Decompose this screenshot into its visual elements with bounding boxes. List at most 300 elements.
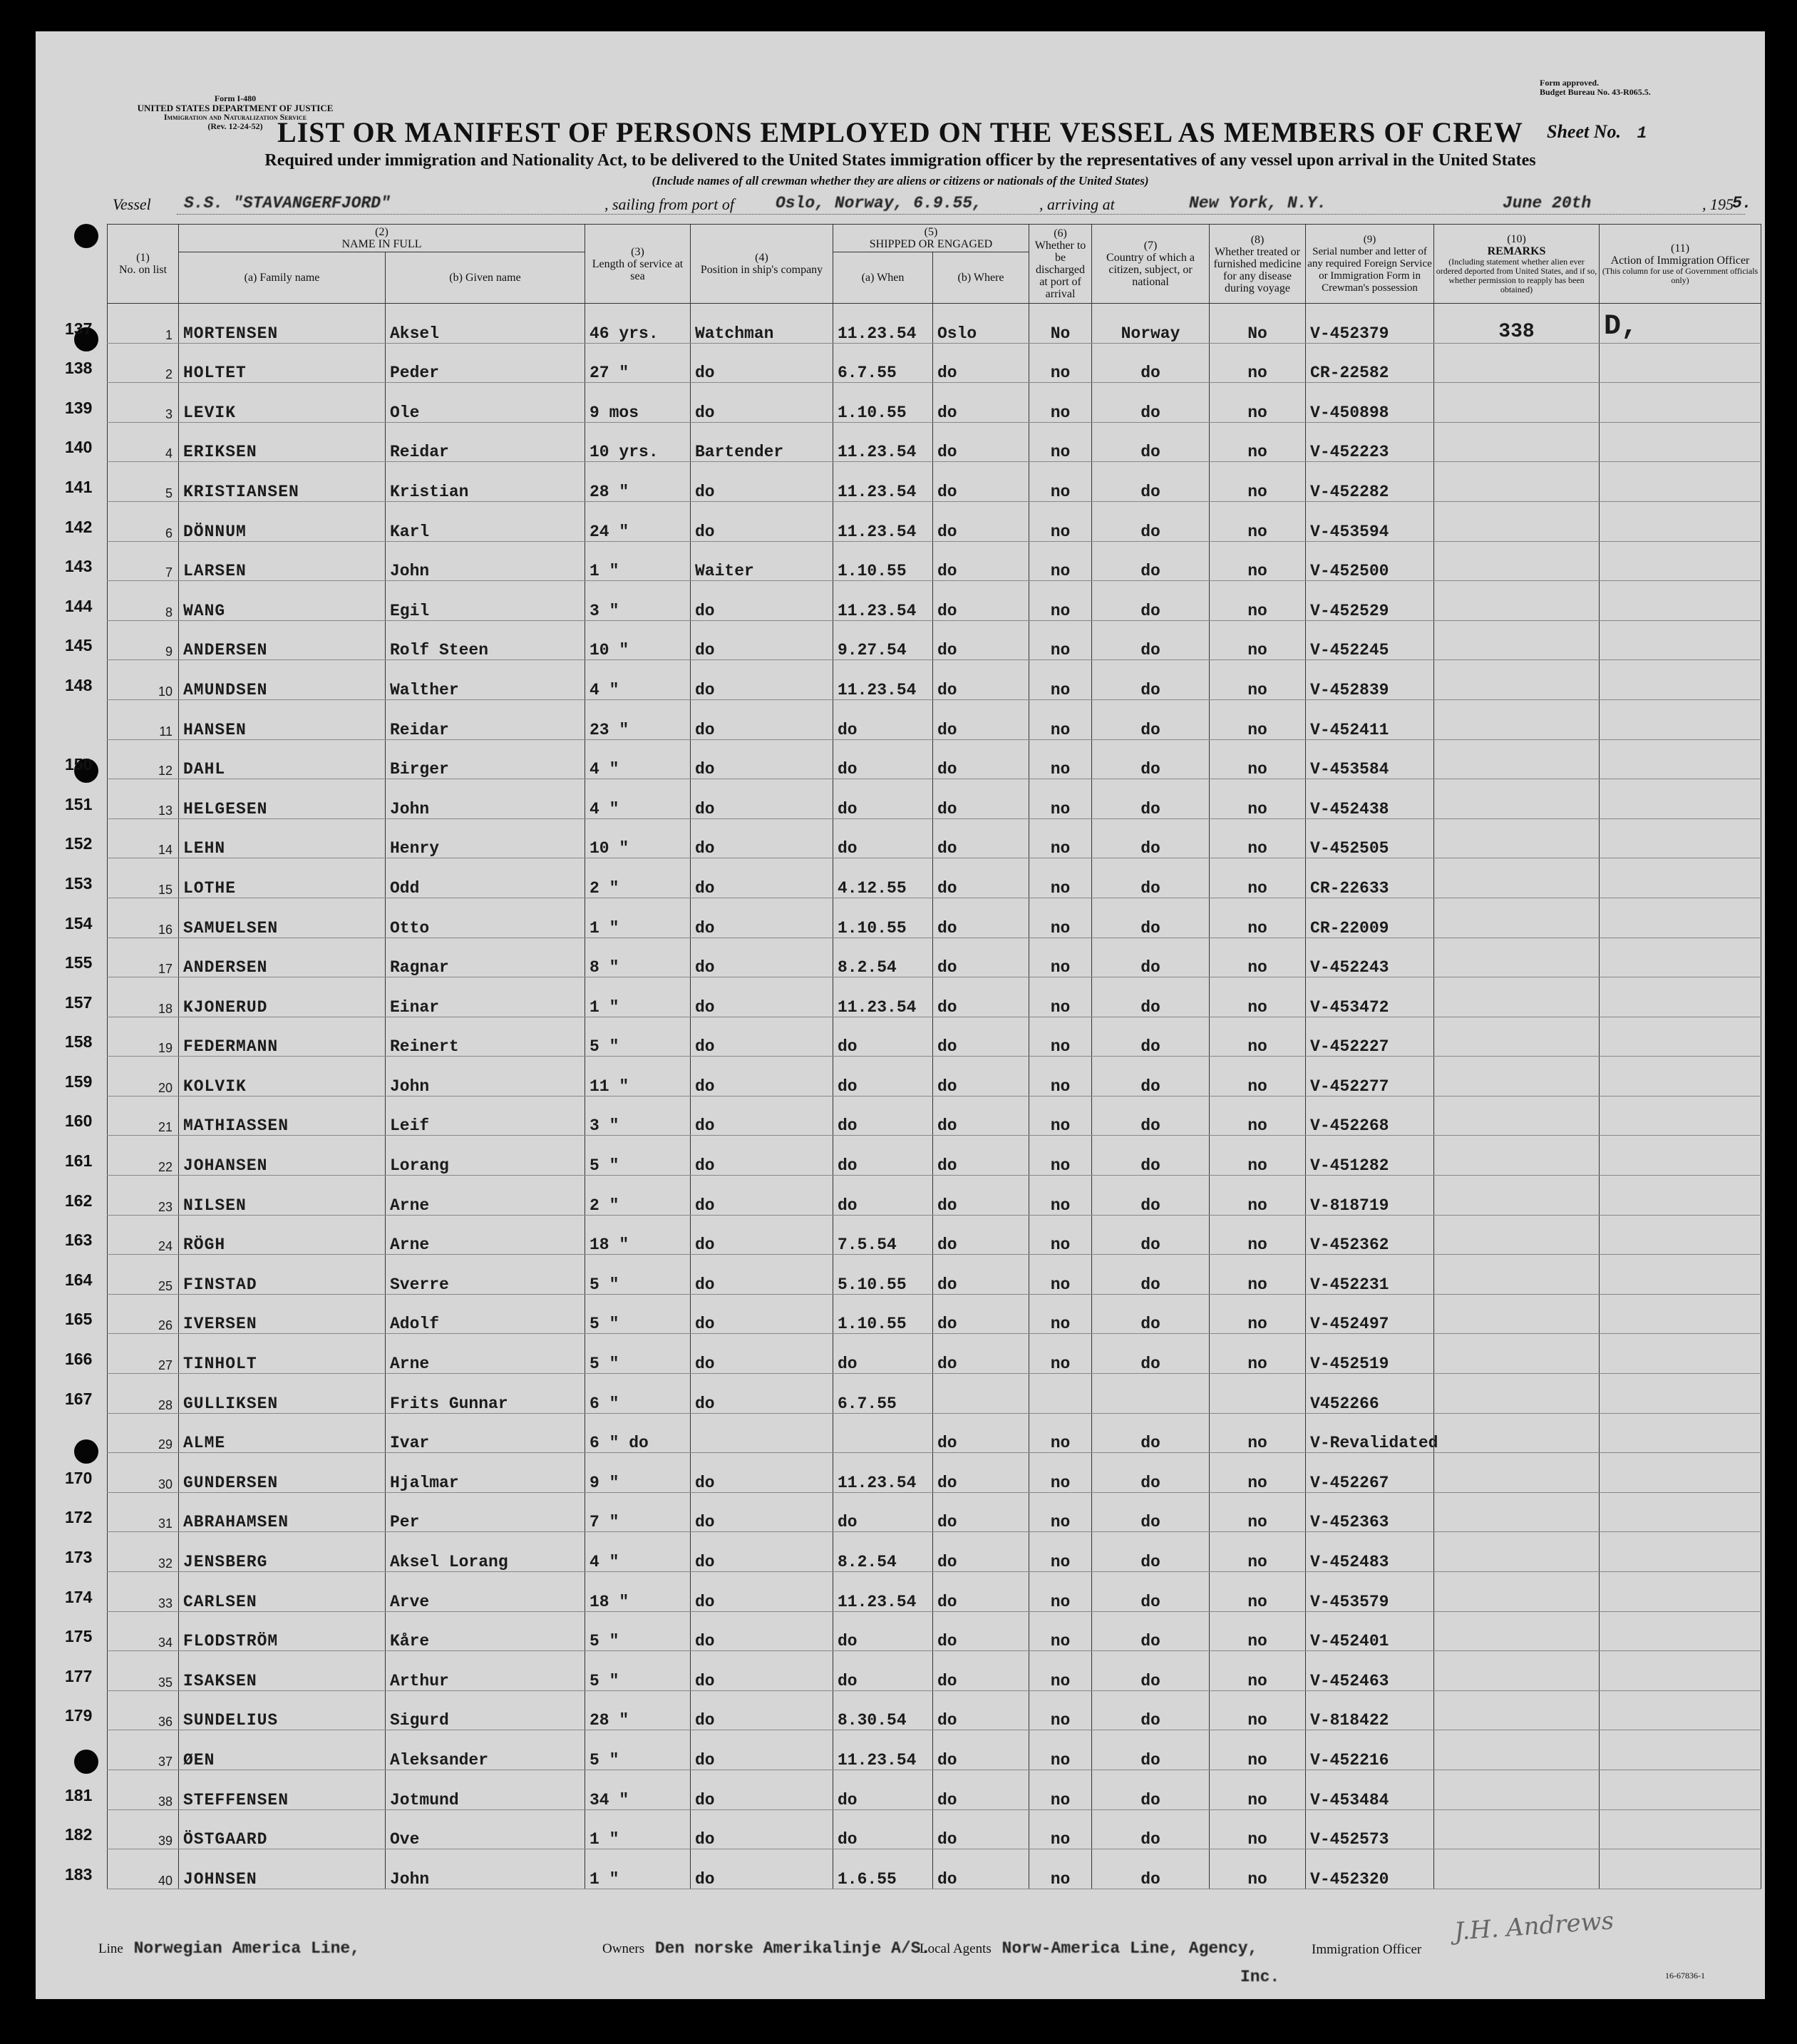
handwritten-number: 162 xyxy=(65,1191,93,1210)
cell-action xyxy=(1600,343,1761,383)
cell-position: do xyxy=(691,660,833,700)
cell-treated: no xyxy=(1210,1413,1306,1453)
cell-serial: V-452245 xyxy=(1306,620,1434,660)
handwritten-number: 167 xyxy=(65,1389,93,1408)
cell-line-number xyxy=(65,858,179,898)
cell-family: GULLIKSEN xyxy=(179,1374,386,1414)
table-row xyxy=(108,1690,1761,1730)
cell-line-number xyxy=(65,1057,179,1097)
cell-treated: no xyxy=(1210,1215,1306,1255)
row-number: 8 xyxy=(165,605,173,620)
cell-remarks xyxy=(1434,1374,1600,1414)
cell-where: do xyxy=(933,1057,1029,1097)
cell-action xyxy=(1600,1532,1761,1572)
cell-given: Reidar xyxy=(386,422,585,462)
cell-discharged: no xyxy=(1029,699,1092,739)
cell-position: do xyxy=(691,938,833,977)
cell-given: Aksel xyxy=(386,304,585,344)
subtitle-note: (Include names of all crewman whether they are aliens or citizens or nationals of the United States) xyxy=(652,174,1149,188)
cell-action xyxy=(1600,1374,1761,1414)
cell-action xyxy=(1600,1849,1761,1889)
table-row xyxy=(108,1809,1761,1849)
row-number: 33 xyxy=(158,1596,173,1611)
cell-remarks xyxy=(1434,541,1600,581)
cell-given: Kristian xyxy=(386,462,585,502)
cell-discharged: no xyxy=(1029,1096,1092,1136)
row-number: 7 xyxy=(165,565,173,580)
cell-remarks xyxy=(1434,1770,1600,1809)
cell-action xyxy=(1600,1096,1761,1136)
cell-country: do xyxy=(1092,383,1210,423)
cell-discharged: no xyxy=(1029,1651,1092,1691)
cell-line-number xyxy=(65,1532,179,1572)
handwritten-number: 166 xyxy=(65,1350,93,1369)
cell-line-number xyxy=(65,1176,179,1216)
cell-when: do xyxy=(833,818,933,858)
cell-serial: V-453579 xyxy=(1306,1572,1434,1612)
cell-service: 18 " xyxy=(585,1215,691,1255)
cell-country: do xyxy=(1092,1611,1210,1651)
cell-serial: V-453594 xyxy=(1306,501,1434,541)
manifest-sheet xyxy=(36,31,1765,1999)
table-row xyxy=(108,1651,1761,1691)
table-row xyxy=(108,1770,1761,1809)
cell-when: do xyxy=(833,1057,933,1097)
table-row xyxy=(108,660,1761,700)
cell-discharged: no xyxy=(1029,1849,1092,1889)
handwritten-number: 181 xyxy=(65,1785,93,1804)
cell-line-number xyxy=(65,660,179,700)
cell-country: do xyxy=(1092,1413,1210,1453)
cell-position: do xyxy=(691,1651,833,1691)
cell-line-number xyxy=(65,1294,179,1334)
cell-family: ÖSTGAARD xyxy=(179,1809,386,1849)
cell-remarks xyxy=(1434,1255,1600,1295)
cell-serial: V-452223 xyxy=(1306,422,1434,462)
cell-action xyxy=(1600,1057,1761,1097)
punch-hole xyxy=(74,224,98,248)
cell-when: 11.23.54 xyxy=(833,462,933,502)
handwritten-number: 158 xyxy=(65,1032,93,1052)
cell-serial: V-452529 xyxy=(1306,581,1434,621)
cell-serial: V-Revalidated xyxy=(1306,1413,1434,1453)
cell-discharged: no xyxy=(1029,541,1092,581)
cell-where: do xyxy=(933,1413,1029,1453)
table-row xyxy=(108,1255,1761,1295)
cell-line-number xyxy=(65,938,179,977)
row-number: 29 xyxy=(158,1437,173,1452)
cell-service: 3 " xyxy=(585,1096,691,1136)
handwritten-number: 141 xyxy=(65,477,93,496)
table-row xyxy=(108,1374,1761,1414)
cell-country: do xyxy=(1092,699,1210,739)
cell-discharged: no xyxy=(1029,818,1092,858)
cell-service: 2 " xyxy=(585,858,691,898)
table-row xyxy=(108,1532,1761,1572)
cell-service: 5 " xyxy=(585,1651,691,1691)
cell-family: MATHIASSEN xyxy=(179,1096,386,1136)
line-value: Norwegian America Line, xyxy=(133,1939,361,1958)
cell-given: Odd xyxy=(386,858,585,898)
cell-treated: no xyxy=(1210,818,1306,858)
cell-country: do xyxy=(1092,1849,1210,1889)
cell-line-number xyxy=(65,462,179,502)
cell-position: do xyxy=(691,1770,833,1809)
cell-treated: no xyxy=(1210,938,1306,977)
cell-service: 11 " xyxy=(585,1057,691,1097)
cell-discharged: no xyxy=(1029,1413,1092,1453)
cell-when: 1.10.55 xyxy=(833,1294,933,1334)
row-number: 12 xyxy=(158,764,173,779)
handwritten-number: 139 xyxy=(65,398,93,417)
handwritten-number: 138 xyxy=(65,359,93,378)
cell-where: do xyxy=(933,1849,1029,1889)
cell-service: 10 " xyxy=(585,620,691,660)
cell-position: do xyxy=(691,1176,833,1216)
table-row xyxy=(108,1413,1761,1453)
cell-country: do xyxy=(1092,1057,1210,1097)
cell-family: SUNDELIUS xyxy=(179,1690,386,1730)
cell-action xyxy=(1600,1334,1761,1374)
handwritten-number: 164 xyxy=(65,1270,93,1289)
cell-given: Adolf xyxy=(386,1294,585,1334)
cell-given: Frits Gunnar xyxy=(386,1374,585,1414)
cell-treated: no xyxy=(1210,1334,1306,1374)
table-row xyxy=(108,1334,1761,1374)
cell-where: Oslo xyxy=(933,304,1029,344)
cell-family: MORTENSEN xyxy=(179,304,386,344)
line-field xyxy=(98,1939,360,1958)
row-number: 4 xyxy=(165,446,173,461)
cell-family: LEHN xyxy=(179,818,386,858)
handwritten-number: 165 xyxy=(65,1310,93,1329)
cell-remarks xyxy=(1434,620,1600,660)
cell-remarks xyxy=(1434,1413,1600,1453)
cell-serial: V-452573 xyxy=(1306,1809,1434,1849)
cell-family: JOHANSEN xyxy=(179,1136,386,1176)
cell-line-number xyxy=(65,383,179,423)
cell-remarks xyxy=(1434,383,1600,423)
cell-service: 5 " xyxy=(585,1017,691,1057)
table-row xyxy=(108,343,1761,383)
cell-line-number xyxy=(65,1136,179,1176)
cell-family: GUNDERSEN xyxy=(179,1453,386,1493)
cell-serial: V-452500 xyxy=(1306,541,1434,581)
vessel-name: S.S. "STAVANGERFJORD" xyxy=(184,194,391,212)
handwritten-number: 179 xyxy=(65,1706,93,1725)
cell-treated: no xyxy=(1210,1532,1306,1572)
cell-where: do xyxy=(933,1136,1029,1176)
table-row xyxy=(108,1492,1761,1532)
cell-service: 34 " xyxy=(585,1770,691,1809)
cell-serial: V-818422 xyxy=(1306,1690,1434,1730)
table-row xyxy=(108,1572,1761,1612)
cell-family: FINSTAD xyxy=(179,1255,386,1295)
cell-line-number xyxy=(65,304,179,344)
cell-where: do xyxy=(933,858,1029,898)
cell-position: do xyxy=(691,977,833,1017)
cell-discharged: no xyxy=(1029,620,1092,660)
cell-discharged: no xyxy=(1029,1294,1092,1334)
cell-family: JENSBERG xyxy=(179,1532,386,1572)
cell-discharged: no xyxy=(1029,1690,1092,1730)
year-label: , 195 xyxy=(1702,195,1734,213)
cell-position: do xyxy=(691,1294,833,1334)
cell-treated: no xyxy=(1210,898,1306,938)
cell-position: do xyxy=(691,1215,833,1255)
cell-service: 23 " xyxy=(585,699,691,739)
cell-when: do xyxy=(833,1809,933,1849)
cell-remarks xyxy=(1434,422,1600,462)
cell-position: do xyxy=(691,1611,833,1651)
cell-given: Aksel Lorang xyxy=(386,1532,585,1572)
cell-action xyxy=(1600,1136,1761,1176)
cell-treated: no xyxy=(1210,1096,1306,1136)
cell-discharged: no xyxy=(1029,739,1092,779)
cell-line-number xyxy=(65,422,179,462)
handwritten-number: 151 xyxy=(65,794,93,813)
cell-serial: V-818719 xyxy=(1306,1176,1434,1216)
cell-action xyxy=(1600,422,1761,462)
cell-position: do xyxy=(691,501,833,541)
cell-where: do xyxy=(933,462,1029,502)
cell-line-number xyxy=(65,1651,179,1691)
cell-treated: no xyxy=(1210,343,1306,383)
cell-position: Bartender xyxy=(691,422,833,462)
row-number: 25 xyxy=(158,1278,173,1293)
cell-where: do xyxy=(933,620,1029,660)
cell-family: ISAKSEN xyxy=(179,1651,386,1691)
cell-service: 5 " xyxy=(585,1730,691,1770)
cell-treated: no xyxy=(1210,1136,1306,1176)
cell-service: 4 " xyxy=(585,660,691,700)
cell-where: do xyxy=(933,739,1029,779)
handwritten-number: 172 xyxy=(65,1508,93,1527)
cell-treated: no xyxy=(1210,1770,1306,1809)
row-number: 1 xyxy=(165,327,173,342)
cell-country: do xyxy=(1092,818,1210,858)
cell-family: CARLSEN xyxy=(179,1572,386,1612)
cell-where: do xyxy=(933,1809,1029,1849)
handwritten-number: 152 xyxy=(65,834,93,853)
cell-service: 9 " xyxy=(585,1453,691,1493)
cell-line-number xyxy=(65,1096,179,1136)
cell-where: do xyxy=(933,1215,1029,1255)
cell-serial: CR-22582 xyxy=(1306,343,1434,383)
cell-country: do xyxy=(1092,977,1210,1017)
cell-line-number xyxy=(108,699,179,739)
row-number: 24 xyxy=(158,1239,173,1254)
cell-action xyxy=(1600,779,1761,819)
cell-when: 8.30.54 xyxy=(833,1690,933,1730)
cell-service: 4 " xyxy=(585,739,691,779)
cell-serial: V-452320 xyxy=(1306,1849,1434,1889)
cell-country: do xyxy=(1092,462,1210,502)
cell-service: 24 " xyxy=(585,501,691,541)
col-service-header: (3) Length of service at sea xyxy=(585,225,691,304)
row-number: 17 xyxy=(158,962,173,977)
cell-family: AMUNDSEN xyxy=(179,660,386,700)
cell-line-number xyxy=(65,1809,179,1849)
row-number: 13 xyxy=(158,803,173,818)
cell-line-number xyxy=(65,1572,179,1612)
row-number: 36 xyxy=(158,1715,173,1730)
table-row xyxy=(108,1136,1761,1176)
cell-country: do xyxy=(1092,1730,1210,1770)
cell-position: do xyxy=(691,1096,833,1136)
cell-where: do xyxy=(933,1532,1029,1572)
cell-service: 1 " xyxy=(585,898,691,938)
handwritten-number: 137 xyxy=(65,319,93,338)
cell-country: do xyxy=(1092,858,1210,898)
cell-serial: CR-22633 xyxy=(1306,858,1434,898)
cell-remarks xyxy=(1434,898,1600,938)
cell-remarks xyxy=(1434,858,1600,898)
cell-given: Otto xyxy=(386,898,585,938)
cell-when: 5.10.55 xyxy=(833,1255,933,1295)
cell-discharged: no xyxy=(1029,1176,1092,1216)
row-number: 19 xyxy=(158,1041,173,1056)
cell-line-number xyxy=(65,1215,179,1255)
cell-family: KOLVIK xyxy=(179,1057,386,1097)
cell-when: do xyxy=(833,1651,933,1691)
budget-bureau: Budget Bureau No. 43-R065.5. xyxy=(1540,87,1651,97)
cell-position: do xyxy=(691,1334,833,1374)
cell-service: 10 " xyxy=(585,818,691,858)
cell-remarks xyxy=(1434,1492,1600,1532)
cell-position: do xyxy=(691,1136,833,1176)
cell-given: Arve xyxy=(386,1572,585,1612)
form-code: 16-67836-1 xyxy=(1665,1971,1705,1981)
cell-country: do xyxy=(1092,1176,1210,1216)
cell-remarks: 338 xyxy=(1434,304,1600,344)
row-number: 27 xyxy=(158,1358,173,1373)
cell-when xyxy=(833,1413,933,1453)
cell-serial: V-452379 xyxy=(1306,304,1434,344)
cell-serial: V-452231 xyxy=(1306,1255,1434,1295)
cell-serial: V-452268 xyxy=(1306,1096,1434,1136)
cell-position: do xyxy=(691,739,833,779)
cell-position: do xyxy=(691,858,833,898)
handwritten-number: 183 xyxy=(65,1864,93,1884)
cell-action xyxy=(1600,581,1761,621)
cell-action xyxy=(1600,1492,1761,1532)
department: UNITED STATES DEPARTMENT OF JUSTICE xyxy=(137,103,334,113)
cell-country: do xyxy=(1092,779,1210,819)
cell-action xyxy=(1600,660,1761,700)
cell-where: do xyxy=(933,938,1029,977)
cell-family: LEVIK xyxy=(179,383,386,423)
cell-action xyxy=(1600,1572,1761,1612)
cell-remarks xyxy=(1434,501,1600,541)
cell-service: 8 " xyxy=(585,938,691,977)
row-number: 30 xyxy=(158,1476,173,1491)
cell-position: do xyxy=(691,1492,833,1532)
cell-serial: V-453584 xyxy=(1306,739,1434,779)
col-remarks-header: (10) REMARKS (Including statement whether alien ever ordered deported from United States, and if so, whether permission to reapply has been obtained) xyxy=(1434,225,1600,304)
cell-position: do xyxy=(691,581,833,621)
cell-treated: no xyxy=(1210,1611,1306,1651)
cell-when: 11.23.54 xyxy=(833,1572,933,1612)
table-row xyxy=(108,620,1761,660)
col-where-header: (b) Where xyxy=(933,252,1029,304)
cell-discharged: no xyxy=(1029,422,1092,462)
col-when-header: (a) When xyxy=(833,252,933,304)
cell-discharged: no xyxy=(1029,343,1092,383)
cell-where: do xyxy=(933,1651,1029,1691)
cell-line-number xyxy=(65,1374,179,1414)
cell-discharged: no xyxy=(1029,1611,1092,1651)
col-action-header: (11) Action of Immigration Officer (This column for use of Government officials only) xyxy=(1600,225,1761,304)
subtitle: Required under immigration and Nationality Act, to be delivered to the United States immigration officer by the representatives of any vessel upon arrival in the United States xyxy=(264,151,1536,170)
row-number: 3 xyxy=(165,406,173,421)
cell-country: do xyxy=(1092,1572,1210,1612)
cell-treated: no xyxy=(1210,739,1306,779)
cell-family: ANDERSEN xyxy=(179,938,386,977)
cell-position xyxy=(691,1413,833,1453)
cell-country: do xyxy=(1092,660,1210,700)
cell-treated: no xyxy=(1210,779,1306,819)
table-row xyxy=(108,779,1761,819)
agents-field xyxy=(920,1939,1257,1958)
row-number: 22 xyxy=(158,1160,173,1175)
cell-treated: no xyxy=(1210,858,1306,898)
handwritten-number: 159 xyxy=(65,1072,93,1091)
cell-family: DAHL xyxy=(179,739,386,779)
cell-given: Arne xyxy=(386,1215,585,1255)
cell-action xyxy=(1600,462,1761,502)
agents-label: Local Agents xyxy=(920,1941,992,1956)
cell-when: do xyxy=(833,1770,933,1809)
cell-position: Waiter xyxy=(691,541,833,581)
cell-remarks xyxy=(1434,1690,1600,1730)
cell-country: do xyxy=(1092,343,1210,383)
cell-treated: no xyxy=(1210,1849,1306,1889)
handwritten-number: 144 xyxy=(65,596,93,615)
service-name: Immigration and Naturalization Service xyxy=(163,112,307,122)
cell-service: 2 " xyxy=(585,1176,691,1216)
cell-action xyxy=(1600,1690,1761,1730)
cell-country: do xyxy=(1092,1334,1210,1374)
row-number: 35 xyxy=(158,1675,173,1690)
cell-treated: no xyxy=(1210,1730,1306,1770)
handwritten-number: 142 xyxy=(65,517,93,536)
cell-where: do xyxy=(933,1611,1029,1651)
cell-serial: V-451282 xyxy=(1306,1136,1434,1176)
cell-serial: V-452438 xyxy=(1306,779,1434,819)
row-number: 31 xyxy=(158,1516,173,1531)
cell-country: do xyxy=(1092,1690,1210,1730)
cell-family: DÖNNUM xyxy=(179,501,386,541)
cell-position: do xyxy=(691,779,833,819)
cell-position: do xyxy=(691,1809,833,1849)
table-row xyxy=(108,383,1761,423)
cell-when: 1.10.55 xyxy=(833,383,933,423)
cell-remarks xyxy=(1434,1294,1600,1334)
cell-service: 5 " xyxy=(585,1255,691,1295)
cell-line-number xyxy=(65,1255,179,1295)
handwritten-number: 160 xyxy=(65,1111,93,1131)
cell-serial: V-452505 xyxy=(1306,818,1434,858)
cell-when: 11.23.54 xyxy=(833,977,933,1017)
handwritten-number: 170 xyxy=(65,1468,93,1487)
cell-where: do xyxy=(933,818,1029,858)
cell-line-number xyxy=(65,620,179,660)
cell-line-number xyxy=(65,1770,179,1809)
cell-discharged: no xyxy=(1029,1809,1092,1849)
cell-family: TINHOLT xyxy=(179,1334,386,1374)
row-number: 14 xyxy=(158,843,173,858)
